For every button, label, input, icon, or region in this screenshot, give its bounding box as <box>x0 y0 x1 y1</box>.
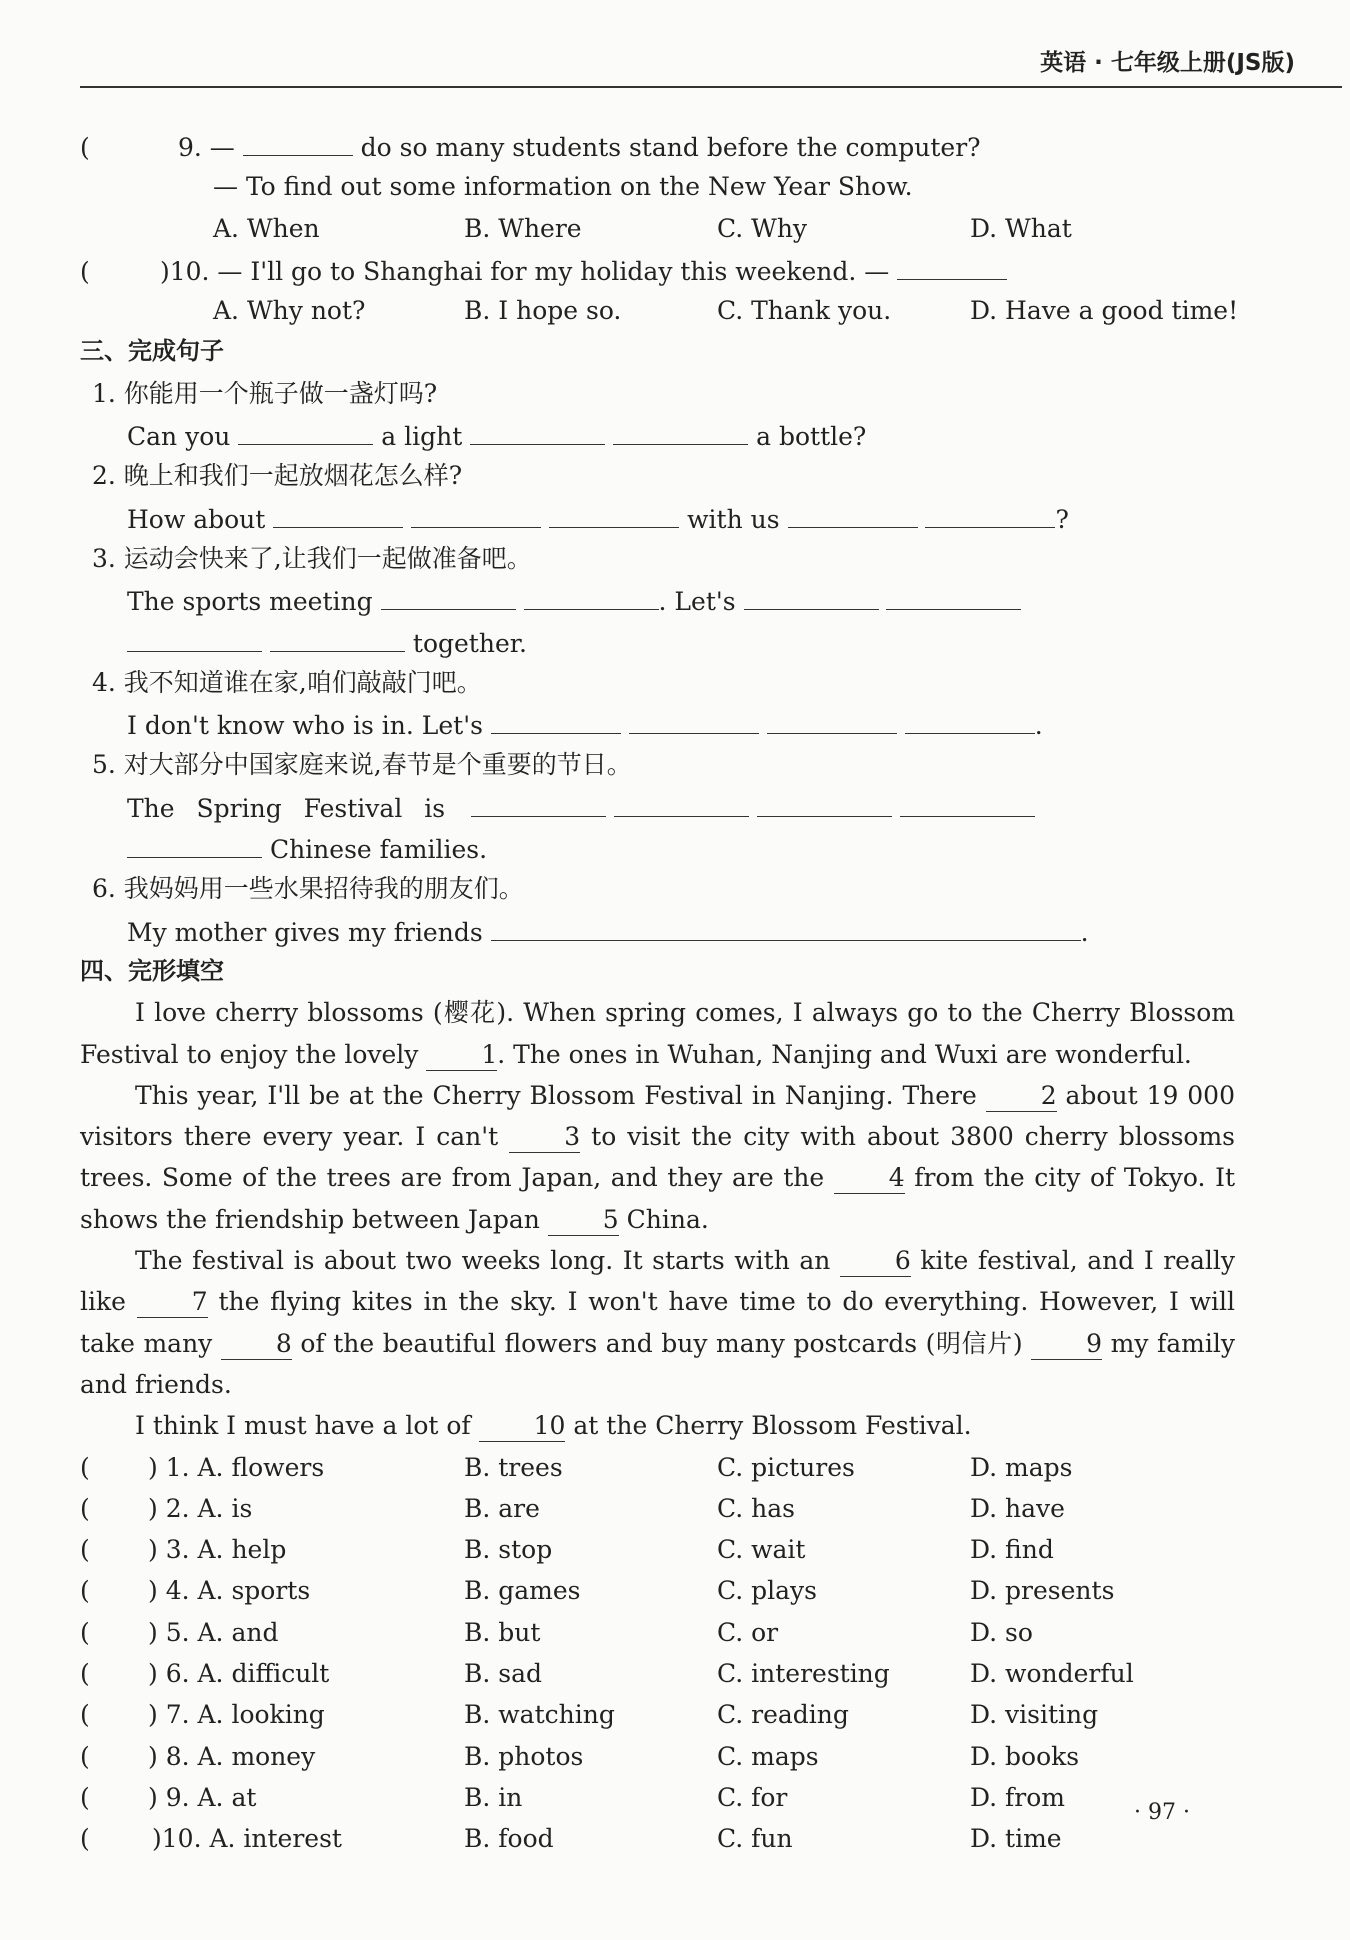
option-b: B. I hope so. <box>464 296 622 326</box>
option-b: B. but <box>464 1617 541 1647</box>
cloze-blank[interactable]: 7 <box>137 1287 208 1318</box>
option-a: ) 4. A. sports <box>148 1576 311 1606</box>
passage-text: of the beautiful flowers and buy many postcards (明信片) <box>300 1328 1023 1358</box>
cloze-blank[interactable]: 8 <box>221 1329 292 1360</box>
choice-row <box>80 1777 1235 1818</box>
book-title: 英语 · 七年级上册(JS版) <box>1040 50 1295 76</box>
question-10-options <box>80 290 1239 331</box>
answer-blank[interactable] <box>905 703 1035 734</box>
question-number: 9. <box>177 133 202 162</box>
question-9-reply: — To find out some information on the New Year Show. <box>213 172 913 202</box>
header-rule <box>80 86 1342 88</box>
sentence-text: with us <box>687 504 780 534</box>
sentence-6-en <box>80 910 1235 951</box>
cloze-blank[interactable]: 6 <box>840 1246 911 1277</box>
sentence-text: Can you <box>127 422 231 452</box>
option-b: B. photos <box>464 1741 584 1771</box>
passage-text: my family and friends. <box>80 1328 1235 1399</box>
choice-row <box>80 1612 1235 1653</box>
option-c: C. Thank you. <box>717 296 892 326</box>
answer-blank[interactable] <box>273 497 403 528</box>
answer-blank[interactable] <box>127 621 262 652</box>
option-a: ) 3. A. help <box>148 1535 287 1565</box>
option-d: D. visiting <box>970 1700 1099 1730</box>
passage-paragraph <box>80 1405 1235 1446</box>
sentence-text: How about <box>127 504 266 534</box>
option-c: C. fun <box>717 1824 793 1854</box>
answer-blank[interactable] <box>897 249 1007 280</box>
question-9 <box>80 125 1235 166</box>
option-c: C. or <box>717 1617 779 1647</box>
sentence-1-cn: 1. 你能用一个瓶子做一盏灯吗? <box>92 378 438 408</box>
option-c: C. reading <box>717 1700 849 1730</box>
answer-paren[interactable]: ( <box>80 1617 90 1647</box>
passage-text: I think I must have a lot of <box>135 1411 471 1441</box>
cloze-blank[interactable]: 10 <box>479 1411 566 1442</box>
cloze-passage <box>80 992 1235 1446</box>
passage-text: China. <box>626 1204 709 1234</box>
sentence-2-cn: 2. 晚上和我们一起放烟花怎么样? <box>92 461 463 491</box>
option-d: D. so <box>970 1617 1033 1647</box>
option-a: ) 7. A. looking <box>148 1700 325 1730</box>
answer-blank[interactable] <box>900 786 1035 817</box>
sentence-3-cn: 3. 运动会快来了,让我们一起做准备吧。 <box>92 543 532 573</box>
option-b: B. stop <box>464 1535 553 1565</box>
answer-paren[interactable]: ( <box>80 1782 90 1812</box>
passage-text: at the Cherry Blossom Festival. <box>573 1411 972 1441</box>
option-d: D. from <box>970 1782 1066 1812</box>
answer-blank[interactable] <box>238 414 373 445</box>
answer-blank[interactable] <box>127 827 262 858</box>
cloze-blank[interactable]: 9 <box>1031 1329 1102 1360</box>
choice-row <box>80 1529 1235 1570</box>
answer-paren[interactable]: ( <box>80 133 90 162</box>
question-10 <box>80 249 1235 290</box>
passage-text: from the city of Tokyo. It shows the friendship between Japan <box>80 1163 1235 1234</box>
option-a: )10. A. interest <box>152 1824 342 1854</box>
sentence-3-en-cont <box>80 621 1235 662</box>
answer-paren[interactable]: ( <box>80 1658 90 1688</box>
choice-row <box>80 1818 1235 1859</box>
sentence-2-en <box>80 497 1235 538</box>
passage-text: kite festival, and I really like <box>80 1246 1235 1317</box>
choice-row <box>80 1653 1235 1694</box>
passage-text: the flying kites in the sky. I won't have time to do everything. However, I will take many <box>80 1287 1236 1358</box>
answer-paren[interactable]: ( <box>80 1824 90 1854</box>
cloze-blank[interactable]: 3 <box>509 1122 580 1153</box>
page-header <box>0 0 1350 90</box>
section-title: 三、完成句子 <box>80 337 224 366</box>
option-b: B. games <box>464 1576 581 1606</box>
passage-text: I love cherry blossoms (樱花). When spring comes, I always go to the Cherry Blossom Festival to enjoy the lovely <box>80 998 1235 1069</box>
answer-blank[interactable] <box>744 579 879 610</box>
option-d: D. find <box>970 1535 1054 1565</box>
option-b: B. food <box>464 1824 554 1854</box>
sentence-text: I don't know who is in. Let's <box>127 711 483 741</box>
option-c: C. wait <box>717 1535 806 1565</box>
option-c: C. plays <box>717 1576 817 1606</box>
page-number: · 97 · <box>1134 1800 1190 1825</box>
option-b: B. watching <box>464 1700 615 1730</box>
choice-row <box>80 1447 1235 1488</box>
option-b: B. sad <box>464 1658 543 1688</box>
passage-text: This year, I'll be at the Cherry Blossom Festival in Nanjing. There <box>135 1080 977 1110</box>
option-b: B. trees <box>464 1452 563 1482</box>
passage-paragraph <box>80 1075 1235 1240</box>
answer-blank[interactable] <box>925 497 1055 528</box>
sentence-4-cn: 4. 我不知道谁在家,咱们敲敲门吧。 <box>92 667 482 697</box>
passage-text: . The ones in Wuhan, Nanjing and Wuxi are wonderful. <box>497 1039 1192 1069</box>
section-title: 四、完形填空 <box>80 956 224 985</box>
answer-blank[interactable] <box>471 786 606 817</box>
answer-paren[interactable]: ( <box>80 1493 90 1523</box>
sentence-text: My mother gives my friends <box>127 917 483 947</box>
option-a: ) 2. A. is <box>148 1493 253 1523</box>
choice-row <box>80 1488 1235 1529</box>
sentence-6-cn: 6. 我妈妈用一些水果招待我的朋友们。 <box>92 874 524 904</box>
answer-blank[interactable] <box>886 579 1021 610</box>
answer-paren[interactable]: ( <box>80 1535 90 1565</box>
answer-blank[interactable] <box>491 703 621 734</box>
sentence-text: The Spring Festival is <box>127 793 446 823</box>
sentence-text: a bottle? <box>756 422 867 452</box>
sentence-4-en <box>80 703 1235 744</box>
sentence-5-cn: 5. 对大部分中国家庭来说,春节是个重要的节日。 <box>92 750 632 780</box>
answer-blank[interactable] <box>270 621 405 652</box>
question-stem: — <box>209 133 235 162</box>
cloze-blank[interactable]: 5 <box>548 1205 619 1236</box>
option-b: B. Where <box>464 213 582 243</box>
sentence-5-en-cont <box>80 827 1235 868</box>
answer-blank[interactable] <box>788 497 918 528</box>
answer-blank[interactable] <box>757 786 892 817</box>
sentence-text: ? <box>1055 504 1069 534</box>
option-d: D. presents <box>970 1576 1115 1606</box>
sentence-text: . Let's <box>658 587 736 617</box>
option-c: C. Why <box>717 213 808 243</box>
cloze-choices <box>80 1447 1235 1860</box>
answer-blank[interactable] <box>243 125 353 156</box>
question-stem: — I'll go to Shanghai for my holiday this weekend. — <box>217 256 890 286</box>
sentence-text: The sports meeting <box>127 587 373 617</box>
choice-row <box>80 1694 1235 1735</box>
cloze-blank[interactable]: 1 <box>426 1040 497 1071</box>
option-d: D. have <box>970 1493 1065 1523</box>
passage-text: about 19 000 visitors there every year. I can't <box>80 1080 1235 1152</box>
answer-blank[interactable] <box>614 786 749 817</box>
sentence-5-en <box>80 786 1235 827</box>
choice-row <box>80 1736 1235 1777</box>
option-a: ) 5. A. and <box>148 1617 279 1647</box>
option-a: ) 1. A. flowers <box>148 1452 325 1482</box>
option-d: D. What <box>970 213 1072 243</box>
answer-blank[interactable] <box>470 414 605 445</box>
option-b: B. are <box>464 1493 540 1523</box>
option-a: ) 6. A. difficult <box>148 1658 330 1688</box>
answer-blank[interactable] <box>524 579 659 610</box>
answer-blank[interactable] <box>491 910 1081 941</box>
passage-text: to visit the city with about 3800 cherry blossoms trees. Some of the trees are from Japan, and they are the <box>80 1122 1236 1193</box>
answer-blank[interactable] <box>767 703 897 734</box>
option-a: ) 9. A. at <box>148 1782 257 1812</box>
answer-paren[interactable]: ( <box>80 1452 90 1482</box>
answer-paren[interactable]: ( <box>80 1700 90 1730</box>
answer-blank[interactable] <box>549 497 679 528</box>
sentence-3-en <box>80 579 1235 620</box>
option-c: C. has <box>717 1493 795 1523</box>
cloze-blank[interactable]: 2 <box>986 1081 1057 1112</box>
answer-blank[interactable] <box>411 497 541 528</box>
sentence-text: . <box>1034 711 1043 741</box>
option-a: ) 8. A. money <box>148 1741 316 1771</box>
question-9-options <box>80 208 1235 249</box>
passage-paragraph <box>80 1240 1235 1405</box>
option-c: C. for <box>717 1782 788 1812</box>
sentence-text: . <box>1080 917 1089 947</box>
answer-paren[interactable]: ( <box>80 256 90 286</box>
option-d: D. books <box>970 1741 1080 1771</box>
option-c: C. maps <box>717 1741 819 1771</box>
answer-paren[interactable]: ( <box>80 1741 90 1771</box>
option-c: C. pictures <box>717 1452 855 1482</box>
sentence-text: together. <box>412 628 527 658</box>
answer-blank[interactable] <box>613 414 748 445</box>
option-b: B. in <box>464 1782 523 1812</box>
answer-paren[interactable]: ( <box>80 1576 90 1606</box>
page-content <box>80 125 1239 1859</box>
option-d: D. maps <box>970 1452 1073 1482</box>
sentence-1-en <box>80 414 1235 455</box>
option-d: D. Have a good time! <box>970 296 1239 326</box>
cloze-blank[interactable]: 4 <box>834 1163 905 1194</box>
option-a: A. Why not? <box>213 296 366 326</box>
question-stem: do so many students stand before the computer? <box>360 133 981 162</box>
sentence-text: a light <box>381 422 463 452</box>
passage-text: The festival is about two weeks long. It starts with an <box>135 1246 831 1276</box>
passage-paragraph <box>80 992 1235 1075</box>
option-d: D. wonderful <box>970 1658 1134 1688</box>
option-a: A. When <box>213 213 320 243</box>
option-c: C. interesting <box>717 1658 890 1688</box>
option-d: D. time <box>970 1824 1062 1854</box>
question-number: )10. <box>159 256 210 286</box>
sentence-text: Chinese families. <box>269 835 488 865</box>
answer-blank[interactable] <box>629 703 759 734</box>
choice-row <box>80 1570 1235 1611</box>
answer-blank[interactable] <box>381 579 516 610</box>
